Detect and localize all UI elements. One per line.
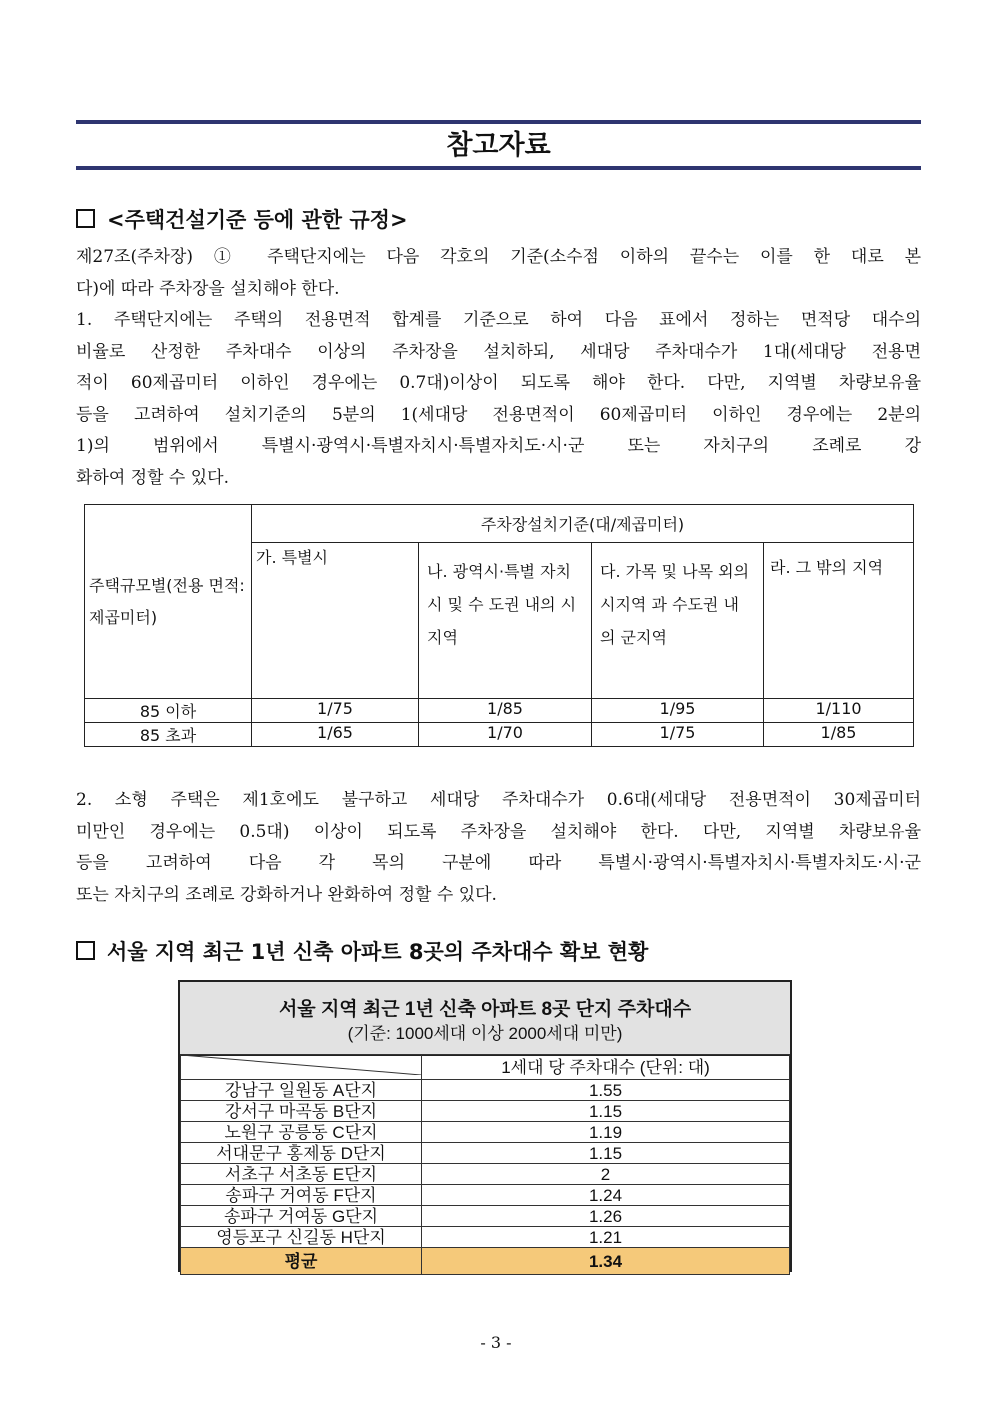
para-line: 1. 주택단지에는 주택의 전용면적 합계를 기준으로 하여 다음 표에서 정하는 면적당 대수의: [76, 310, 921, 330]
page-title: 참고자료: [446, 130, 551, 161]
row-size: 85 초과: [85, 723, 252, 747]
table-row: [181, 1185, 790, 1206]
row-value-a: 1/65: [252, 723, 419, 747]
row-value-b: 1/85: [419, 699, 592, 723]
complex-name: 강서구 마곡동 B단지: [181, 1101, 422, 1122]
complex-name: 서대문구 홍제동 D단지: [181, 1143, 422, 1164]
row-value-b: 1/70: [419, 723, 592, 747]
col-header: 1세대 당 주차대수 (단위: 대): [422, 1055, 790, 1080]
row-value-c: 1/95: [592, 699, 764, 723]
standard-group-header: 주차장설치기준(대/제곱미터): [252, 505, 914, 543]
col-header-a: 가. 특별시: [252, 543, 419, 699]
parking-value: 1.24: [422, 1185, 790, 1206]
section2-heading: [76, 937, 648, 967]
complex-name: 영등포구 신길동 H단지: [181, 1227, 422, 1248]
title-bottom-rule: [76, 166, 921, 170]
parking-value: 1.55: [422, 1080, 790, 1101]
table-row: [181, 1164, 790, 1185]
col-header-b: 나. 광역시·특별 자치시 및 수 도권 내의 시 지역: [419, 543, 592, 699]
diagonal-line-icon: [181, 1055, 421, 1075]
parking-value: 1.19: [422, 1122, 790, 1143]
table-row: [181, 1143, 790, 1164]
complex-name: 송파구 거여동 F단지: [181, 1185, 422, 1206]
para-line: 등을 고려하여 설치기준의 5분의 1(세대당 전용면적이 60제곱미터 이하인 경우에는 2분의: [76, 404, 921, 425]
section1-heading-text: <주택건설기준 등에 관한 규정>: [107, 208, 408, 232]
square-bullet-icon: [76, 941, 95, 960]
parking-value: 1.15: [422, 1101, 790, 1122]
table-row: [181, 1122, 790, 1143]
table-caption: [180, 982, 790, 1056]
average-row: [181, 1248, 790, 1275]
para-line: 다)에 따라 주차장을 설치해야 한다.: [76, 278, 340, 299]
average-label: 평균: [181, 1248, 422, 1275]
para-line: 1)의 범위에서 특별시·광역시·특별자치시·특별자치도·시·군 또는 자치구의 조례로 강: [76, 436, 921, 457]
para-line: 또는 자치구의 조례로 강화하거나 완화하여 정할 수 있다.: [76, 884, 497, 905]
row-value-d: 1/85: [764, 723, 914, 747]
item-2-paragraph: [76, 785, 921, 911]
article-27-paragraph: [76, 242, 921, 305]
complex-name: 노원구 공릉동 C단지: [181, 1122, 422, 1143]
row-value-d: 1/110: [764, 699, 914, 723]
para-line: 비율로 산정한 주차대수 이상의 주차장을 설치하되, 세대당 주차대수가 1대(세대당 전용면: [76, 341, 921, 362]
seoul-parking-table: [178, 980, 792, 1272]
row-size: 85 이하: [85, 699, 252, 723]
complex-name: 강남구 일원동 A단지: [181, 1080, 422, 1101]
table-subtitle: (기준: 1000세대 이상 2000세대 미만): [347, 1024, 623, 1043]
col-header-d: 라. 그 밖의 지역: [764, 543, 914, 699]
para-line: 적이 60제곱미터 이하인 경우에는 0.7대)이상이 되도록 해야 한다. 다만, 지역별 차량보유율: [76, 373, 921, 394]
table-row: [181, 1227, 790, 1248]
table-title: 서울 지역 최근 1년 신축 아파트 8곳 단지 주차대수: [278, 999, 692, 1020]
para-line: 등을 고려하여 다음 각 목의 구분에 따라 특별시·광역시·특별자치시·특별자치도·시·군: [76, 853, 921, 874]
para-line: 2. 소형 주택은 제1호에도 불구하고 세대당 주차대수가 0.6대(세대당 전용면적이 30제곱미터: [76, 790, 921, 810]
parking-data-table: [180, 1054, 790, 1275]
title-block: [76, 120, 921, 170]
para-line: 화하여 정할 수 있다.: [76, 467, 229, 488]
row-value-a: 1/75: [252, 699, 419, 723]
diagonal-header-cell: [181, 1055, 422, 1080]
table-row: [181, 1206, 790, 1227]
parking-value: 2: [422, 1164, 790, 1185]
complex-name: 송파구 거여동 G단지: [181, 1206, 422, 1227]
row-value-c: 1/75: [592, 723, 764, 747]
page-number: - 3 -: [480, 1333, 512, 1352]
para-line: 미만인 경우에는 0.5대) 이상이 되도록 주차장을 설치해야 한다. 다만, 지역별 차량보유율: [76, 821, 921, 842]
table-row: [181, 1101, 790, 1122]
size-header-cell: 주택규모별(전용 면적: 제곱미터): [85, 505, 252, 699]
item-1-paragraph: [76, 305, 921, 495]
section1-heading: [76, 205, 408, 235]
parking-value: 1.26: [422, 1206, 790, 1227]
parking-value: 1.21: [422, 1227, 790, 1248]
table-row: [181, 1080, 790, 1101]
square-bullet-icon: [76, 209, 95, 228]
average-value: 1.34: [422, 1248, 790, 1275]
parking-value: 1.15: [422, 1143, 790, 1164]
parking-standard-table: [84, 504, 914, 747]
title-top-rule: [76, 120, 921, 124]
para-line: 제27조(주차장) ① 주택단지에는 다음 각호의 기준(소수점 이하의 끝수는 이를 한 대로 본: [76, 247, 921, 267]
complex-name: 서초구 서초동 E단지: [181, 1164, 422, 1185]
section2-heading-text: 서울 지역 최근 1년 신축 아파트 8곳의 주차대수 확보 현황: [107, 940, 649, 964]
col-header-c: 다. 가목 및 나목 외의 시지역 과 수도권 내 의 군지역: [592, 543, 764, 699]
